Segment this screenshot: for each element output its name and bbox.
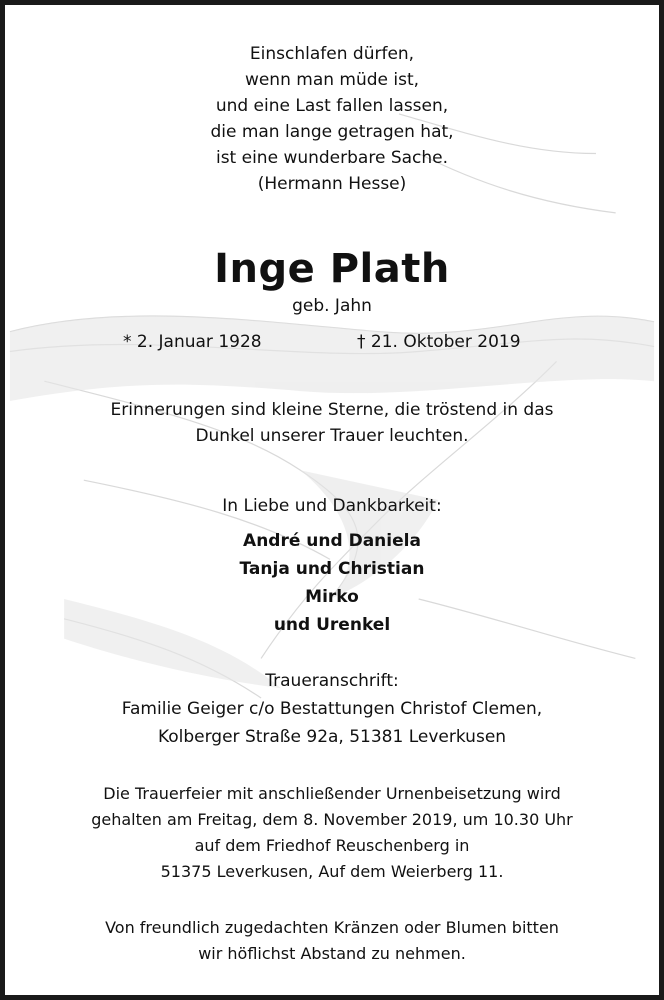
flowers-request [5, 915, 659, 967]
mourner-name: Tanja und Christian [239, 559, 425, 579]
funeral-line: 51375 Leverkusen, Auf dem Weierberg 11. [160, 862, 504, 881]
funeral-details [5, 781, 659, 885]
birth-date: * 2. Januar 1928 [123, 332, 262, 352]
request-line: wir höflichst Abstand zu nehmen. [198, 944, 466, 963]
address-heading: Traueranschrift: [265, 671, 399, 691]
quote-line: Dunkel unserer Trauer leuchten. [195, 426, 469, 446]
mourners-list [5, 527, 659, 639]
request-line: Von freundlich zugedachten Kränzen oder Blumen bitten [105, 918, 559, 937]
poem [5, 41, 659, 197]
quote-line: Erinnerungen sind kleine Sterne, die tröstend in das [110, 400, 554, 420]
maiden-name: geb. Jahn [292, 296, 372, 316]
mourner-name: Mirko [305, 587, 359, 607]
address-line: Familie Geiger c/o Bestattungen Christof Clemen, [121, 699, 543, 719]
poem-author: (Hermann Hesse) [257, 174, 407, 194]
funeral-line: auf dem Friedhof Reuschenberg in [194, 836, 470, 855]
death-date: † 21. Oktober 2019 [357, 332, 521, 352]
funeral-line: Die Trauerfeier mit anschließender Urnenbeisetzung wird [103, 784, 561, 803]
poem-line: die man lange getragen hat, [210, 122, 454, 142]
mourners-intro: In Liebe und Dankbarkeit: [222, 496, 442, 516]
deceased-name: Inge Plath [214, 246, 450, 292]
mourner-name: und Urenkel [273, 615, 391, 635]
poem-line: wenn man müde ist, [244, 70, 420, 90]
poem-line: und eine Last fallen lassen, [215, 96, 449, 116]
mourning-address [5, 667, 659, 751]
poem-line: ist eine wunderbare Sache. [215, 148, 449, 168]
memorial-quote [5, 397, 659, 449]
mourner-name: André und Daniela [243, 531, 421, 551]
address-line: Kolberger Straße 92a, 51381 Leverkusen [157, 727, 507, 747]
poem-line: Einschlafen dürfen, [249, 44, 415, 64]
funeral-line: gehalten am Freitag, dem 8. November 2019, um 10.30 Uhr [91, 810, 573, 829]
